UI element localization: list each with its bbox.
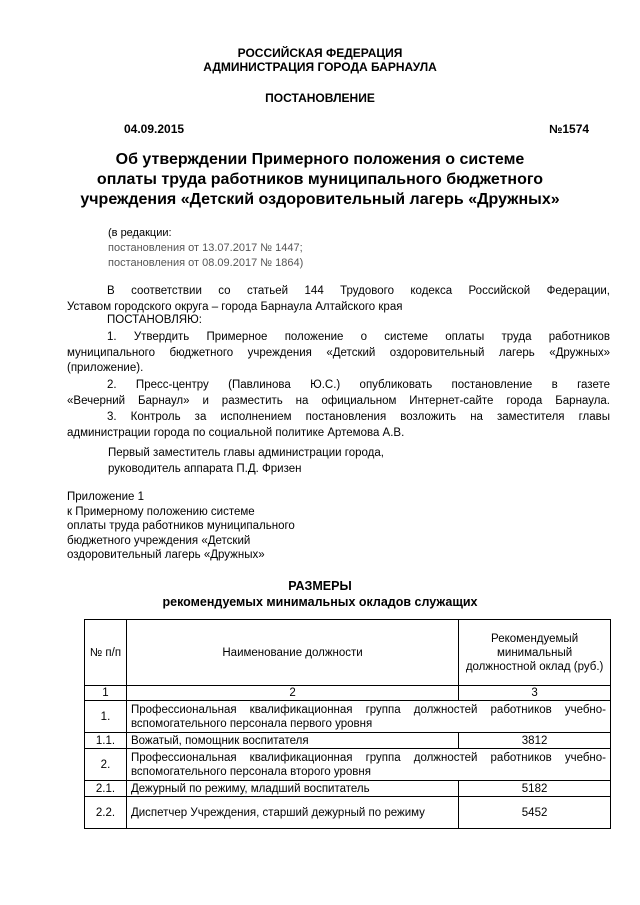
table-row <box>85 733 611 749</box>
body-line-10: администрации города по социальной политике Артемова А.В. <box>67 427 405 439</box>
title-line-3: учреждения «Детский оздоровительный лагерь «Дружных» <box>80 191 560 208</box>
document-date: 04.09.2015 <box>124 122 185 136</box>
table-index-row <box>85 686 611 701</box>
header-salary: Рекомендуемый минимальный должностной оклад (руб.) <box>459 620 611 686</box>
row-num: 2.2. <box>85 797 127 829</box>
appendix-line-2: к Примерному положению системе <box>67 505 255 518</box>
edition-link-1[interactable]: постановления от 13.07.2017 № 1447; <box>108 242 303 254</box>
index-col-2: 2 <box>126 686 458 701</box>
row-group-name: Профессиональная квалификационная группа должностей работников учебно-вспомогательного персонала первого уровня <box>126 701 610 733</box>
title-line-2: оплаты труда работников муниципального бюджетного <box>96 171 544 188</box>
header-administration: АДМИНИСТРАЦИЯ ГОРОДА БАРНАУЛА <box>203 60 437 74</box>
header-name: Наименование должности <box>126 620 458 686</box>
salary-table <box>84 619 611 829</box>
body-line-3: ПОСТАНОВЛЯЮ: <box>107 314 202 326</box>
row-salary: 5182 <box>459 781 611 797</box>
title-line-1: Об утверждении Примерного положения о системе <box>115 151 525 168</box>
signature-line-2: руководитель аппарата П.Д. Фризен <box>108 463 302 475</box>
document-title <box>40 150 600 210</box>
edition-link-2[interactable]: постановления от 08.09.2017 № 1864) <box>108 257 304 269</box>
signature-line-1: Первый заместитель главы администрации города, <box>108 447 384 459</box>
table-row <box>85 797 611 829</box>
body-line-6: (приложение). <box>67 362 144 374</box>
row-salary: 3812 <box>459 733 611 749</box>
row-num: 1. <box>85 701 127 733</box>
body-line-1: В соответствии со статьей 144 Трудового кодекса Российской Федерации, <box>107 285 610 297</box>
body-line-8: «Вечерний Барнаул» и разместить на официальном Интернет-сайте города Барнаула. <box>67 395 610 407</box>
row-num: 2.1. <box>85 781 127 797</box>
appendix-line-3: оплаты труда работников муниципального <box>67 520 295 532</box>
edition-note <box>108 226 303 271</box>
edition-line-1: (в редакции: <box>108 227 172 239</box>
index-col-3: 3 <box>459 686 611 701</box>
document-number: №1574 <box>549 122 590 136</box>
header-num: № п/п <box>85 620 127 686</box>
row-group-name: Профессиональная квалификационная группа должностей работников учебно-вспомогательного персонала второго уровня <box>126 749 610 781</box>
body-line-7: 2. Пресс-центру (Павлинова Ю.С.) опубликовать постановление в газете <box>107 379 610 391</box>
row-position-name: Диспетчер Учреждения, старший дежурный по режиму <box>126 797 458 829</box>
header-country: РОССИЙСКАЯ ФЕДЕРАЦИЯ <box>237 46 403 60</box>
row-position-name: Вожатый, помощник воспитателя <box>126 733 458 749</box>
table-row <box>85 701 611 733</box>
body-line-2: Уставом городского округа – города Барнаула Алтайского края <box>67 301 403 313</box>
table-header-row <box>85 620 611 686</box>
table-row <box>85 749 611 781</box>
row-salary: 5452 <box>459 797 611 829</box>
appendix-line-4: бюджетного учреждения «Детский <box>67 534 251 547</box>
body-line-5: муниципального бюджетного учреждения «Детский оздоровительный лагерь «Дружных» <box>67 347 610 359</box>
sizes-subtitle: рекомендуемых минимальных окладов служащих <box>162 595 478 609</box>
appendix-line-1: Приложение 1 <box>67 491 145 503</box>
row-num: 1.1. <box>85 733 127 749</box>
appendix-line-5: оздоровительный лагерь «Дружных» <box>67 549 265 561</box>
row-position-name: Дежурный по режиму, младший воспитатель <box>126 781 458 797</box>
body-line-9: 3. Контроль за исполнением постановления возложить на заместителя главы <box>107 411 610 423</box>
sizes-title: РАЗМЕРЫ <box>288 579 352 593</box>
table-row <box>85 781 611 797</box>
appendix-block <box>67 490 295 563</box>
body-line-4: 1. Утвердить Примерное положение о системе оплаты труда работников <box>107 331 610 343</box>
header-doc-type: ПОСТАНОВЛЕНИЕ <box>265 91 375 105</box>
index-col-1: 1 <box>85 686 127 701</box>
row-num: 2. <box>85 749 127 781</box>
